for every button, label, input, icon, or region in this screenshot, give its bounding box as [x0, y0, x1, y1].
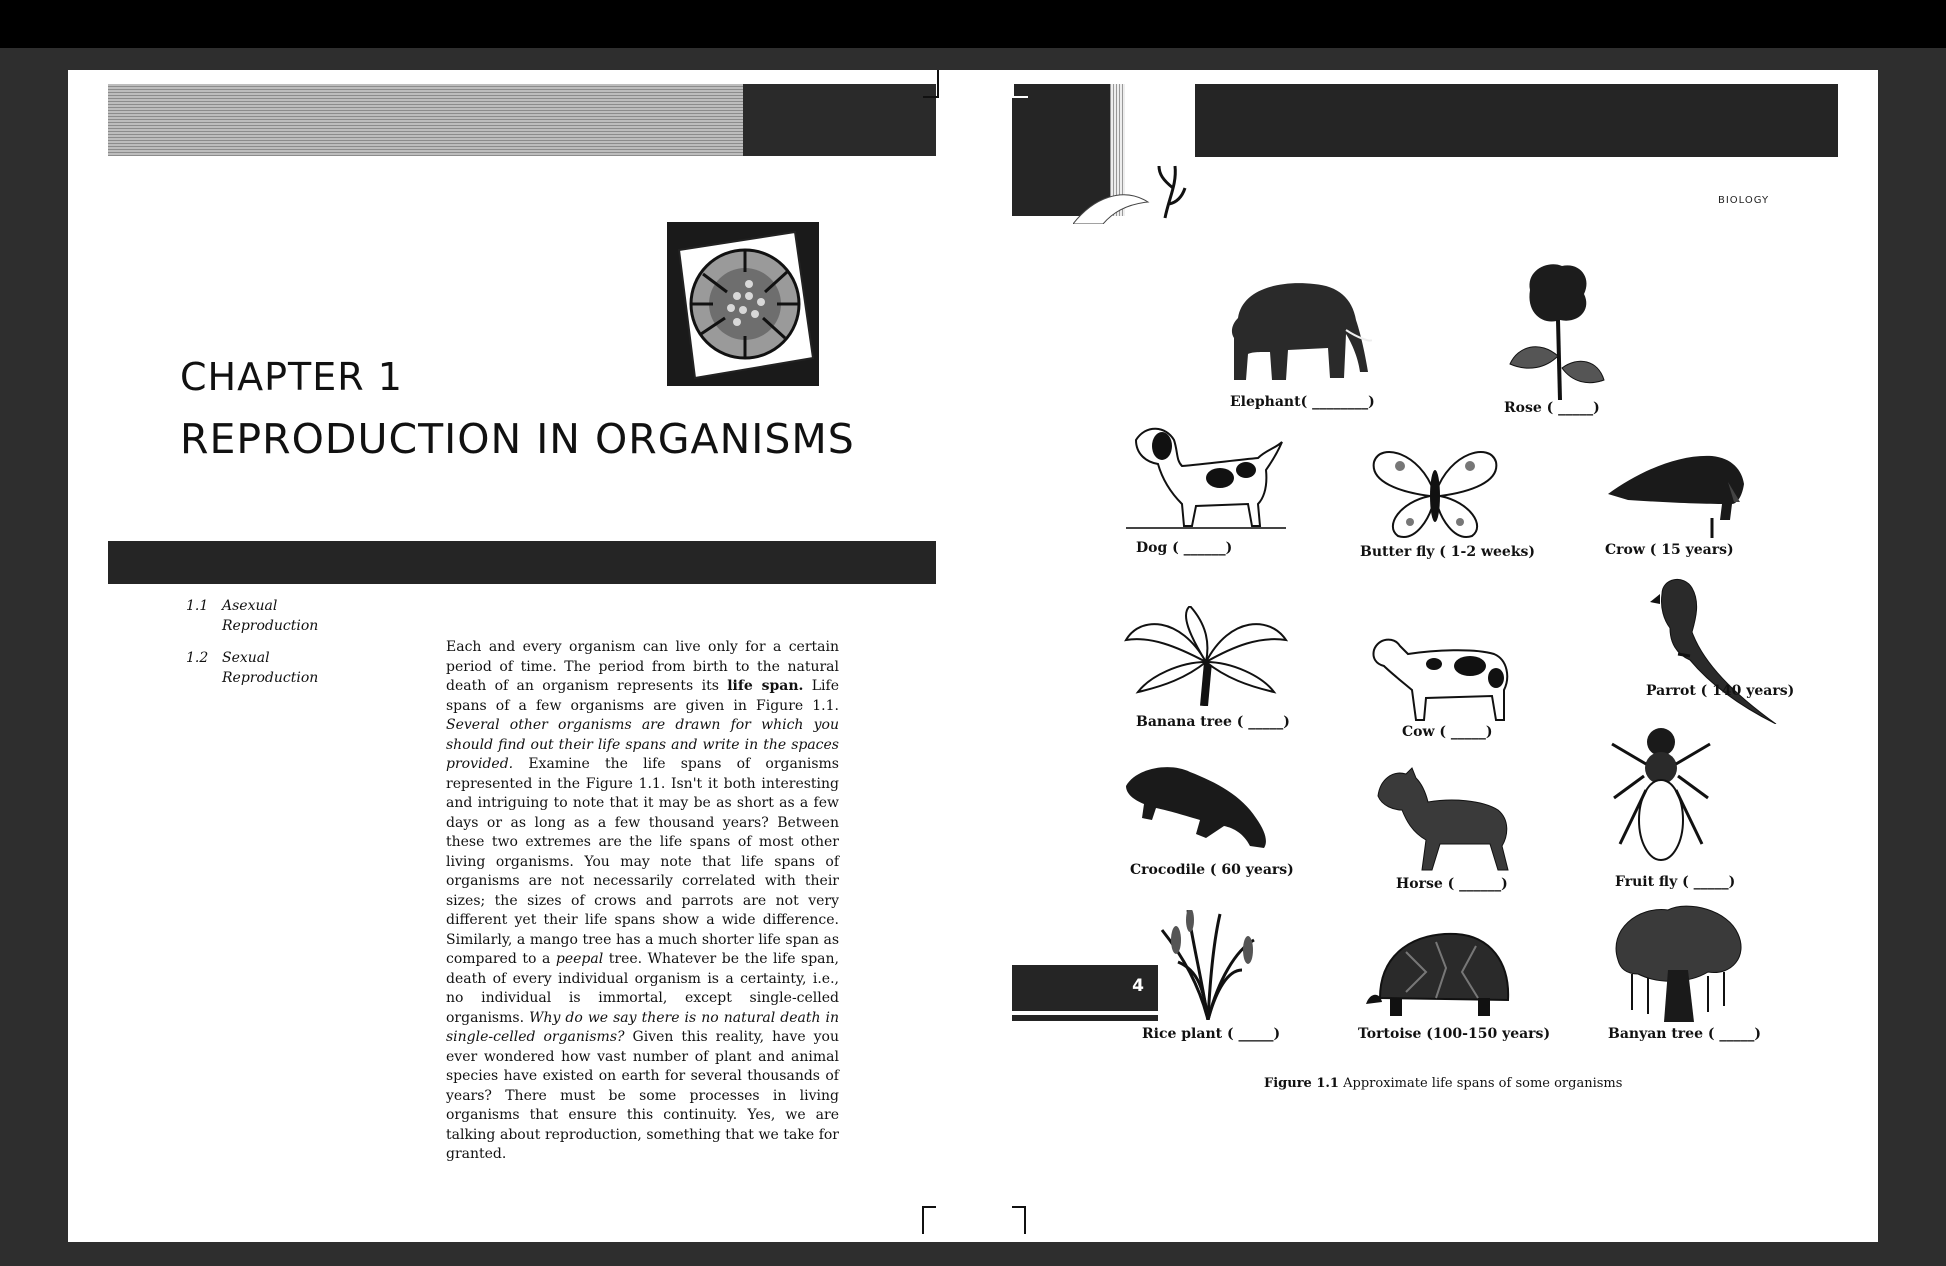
leaf-icon [1073, 158, 1189, 224]
term-life-span: life span. [727, 678, 804, 694]
organism-label: Banyan tree ( _____) [1608, 1026, 1761, 1042]
body-paragraph [446, 638, 839, 1165]
figure-caption [1264, 1076, 1622, 1091]
parrot-illustration [1630, 574, 1780, 724]
crop-mark [923, 70, 939, 98]
organism-label: Parrot ( 140 years) [1646, 683, 1795, 699]
right-header-band [1195, 84, 1838, 157]
rose-illustration [1500, 260, 1610, 400]
chapter-illustration [667, 222, 819, 386]
organism-label: Horse ( ______) [1396, 876, 1508, 892]
organism-label: Crocodile ( 60 years) [1130, 862, 1294, 878]
horse-illustration [1372, 766, 1512, 876]
running-header: BIOLOGY [1718, 195, 1770, 206]
chapter-number: CHAPTER 1 [180, 355, 403, 399]
body-text-run: Given this reality, have you ever wondered how vast number of plant and animal species have existed on earth for several thousands of years? There must be some processes in living organisms that ensure this continuity. Yes, we are talking about reproduction, something that we take for granted. [446, 1029, 839, 1162]
cow-illustration [1364, 620, 1514, 724]
crop-mark [922, 1206, 936, 1234]
crop-mark [1012, 1206, 1026, 1234]
organism-label: Fruit fly ( _____) [1615, 874, 1736, 890]
fruit-fly-illustration [1606, 724, 1716, 864]
organism-label: Tortoise (100-150 years) [1358, 1026, 1551, 1042]
left-header-dark-block [743, 84, 936, 156]
body-text-run: Life spans of a few organisms are given in Figure 1.1. [446, 678, 839, 714]
toc-item[interactable] [186, 596, 346, 636]
elephant-illustration [1218, 268, 1372, 388]
italic-question: Why do we say there is no natural death in single-celled organisms? [446, 1009, 840, 1045]
body-text-run: Each and every organism can live only for a certain period of time. The period from birth to the natural death of an organism represents its [446, 639, 839, 694]
italic-peepal: peepal [555, 951, 604, 967]
chapter-title: REPRODUCTION IN ORGANISMS [180, 415, 855, 463]
organism-label: Rose ( _____) [1504, 400, 1600, 416]
crocodile-illustration [1126, 762, 1276, 852]
toc-title: Asexual Reproduction [222, 598, 319, 634]
rice-plant-illustration [1158, 910, 1258, 1020]
organism-label: Elephant( ________) [1230, 394, 1375, 410]
organism-label: Cow ( _____) [1402, 724, 1493, 740]
body-text-run: tree. Whatever be the life span, death of every individual organism is a certainty, i.e., no individual is immortal, except single-celled organisms. [446, 951, 839, 1026]
toc-number: 1.2 [186, 650, 209, 666]
book-spread [68, 70, 1878, 1242]
viewer-top-bar [0, 0, 1946, 48]
organism-label: Rice plant ( _____) [1142, 1026, 1281, 1042]
organism-label: Butter fly ( 1-2 weeks) [1360, 544, 1536, 560]
dog-illustration [1126, 420, 1286, 530]
italic-instruction: Several other organisms are drawn for which you should find out their life spans and write in the spaces provided. [446, 717, 839, 772]
left-section-band [108, 541, 936, 584]
chapter-contents [186, 596, 346, 700]
tortoise-illustration [1366, 922, 1514, 1022]
crop-mark [1012, 70, 1028, 98]
page-number: 4 [1132, 976, 1144, 996]
toc-title: Sexual Reproduction [222, 650, 319, 686]
page-number-box [1012, 965, 1158, 1011]
page-number-rule [1012, 1015, 1158, 1021]
butterfly-illustration [1370, 442, 1500, 542]
banana-tree-illustration [1120, 606, 1290, 706]
caption-label: Figure 1.1 [1264, 1076, 1339, 1091]
caption-text: Approximate life spans of some organisms [1338, 1076, 1623, 1091]
toc-item[interactable] [186, 648, 346, 688]
toc-number: 1.1 [186, 598, 209, 614]
crow-illustration [1608, 442, 1758, 542]
organism-label: Crow ( 15 years) [1605, 542, 1734, 558]
organism-label: Banana tree ( _____) [1136, 714, 1290, 730]
body-text-run: Examine the life spans of organisms represented in the Figure 1.1. Isn't it both interesting and intriguing to note that it may be as short as a few days or as long as a few thousand years? Between these two extremes are the life spans of most other living organisms. You may note that life spans of organisms are not necessarily correlated with their sizes; the sizes of crows and parrots are not very different yet their life spans show a wide difference. Similarly, a mango tree has a much shorter life span as compared to a [446, 756, 839, 967]
organism-label: Dog ( ______) [1136, 540, 1233, 556]
banyan-tree-illustration [1608, 900, 1748, 1024]
